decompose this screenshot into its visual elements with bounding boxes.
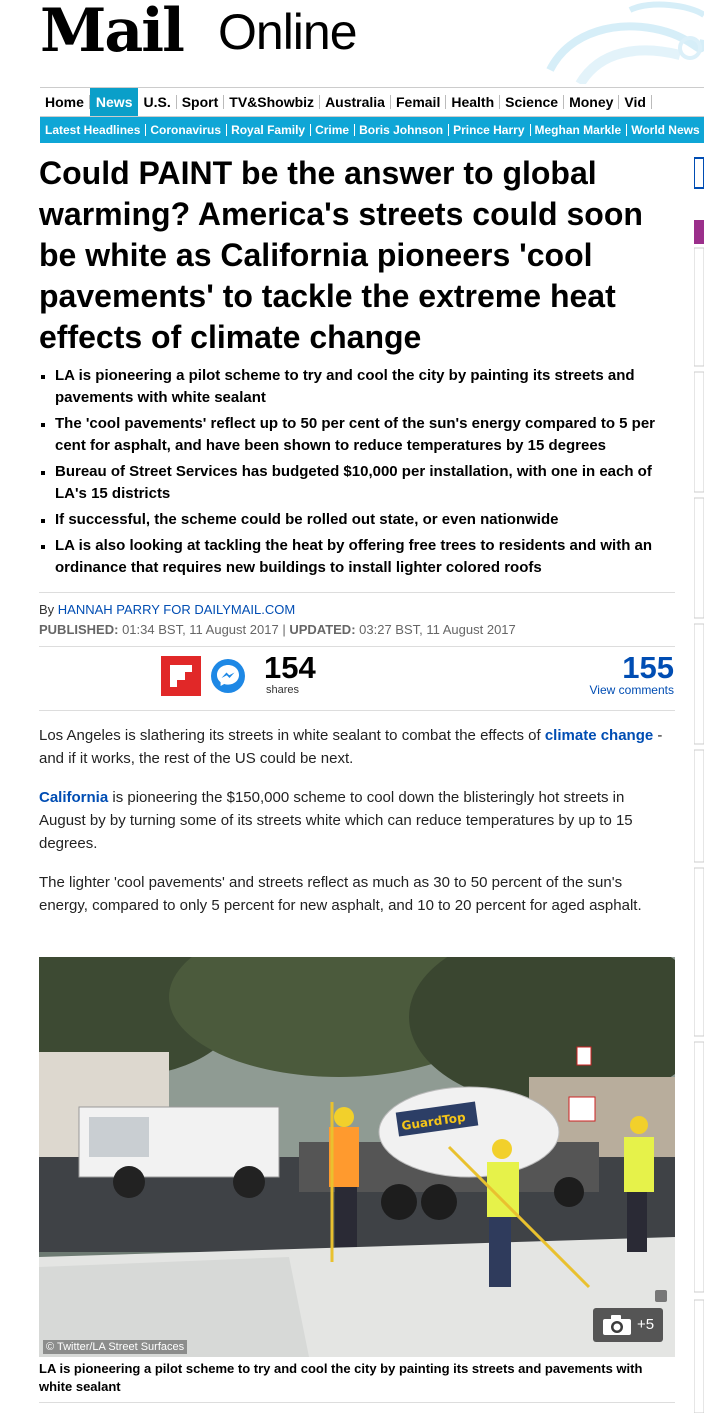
secondary-nav <box>40 117 704 143</box>
subnav-item-boris-johnson[interactable]: Boris Johnson <box>354 117 448 143</box>
shares-label: shares <box>266 684 300 696</box>
paragraph-text: - and if it works, the rest of the US could be next. <box>39 727 663 767</box>
article-paragraph <box>39 786 671 855</box>
byline-prefix: By <box>39 602 55 617</box>
nav-item-u-s-[interactable]: U.S. <box>138 95 176 109</box>
nav-item-tv-showbiz[interactable]: TV&Showbiz <box>224 95 320 109</box>
nav-item-australia[interactable]: Australia <box>320 95 391 109</box>
camera-icon <box>602 1314 632 1336</box>
messenger-share-button[interactable] <box>211 659 245 693</box>
logo-mail[interactable]: Mail <box>40 0 183 66</box>
article-summary-bullets <box>39 365 679 583</box>
nav-item-science[interactable]: Science <box>500 95 564 109</box>
nav-item-femail[interactable]: Femail <box>391 95 446 109</box>
photo-caption: LA is pioneering a pilot scheme to try and cool the city by painting its streets and pavements with white sealant <box>39 1361 643 1394</box>
published-label: PUBLISHED: <box>39 622 119 637</box>
article-paragraph <box>39 724 671 770</box>
truck-text: GuardTop <box>400 1110 467 1133</box>
california-link[interactable]: California <box>39 789 109 806</box>
byline <box>39 602 295 617</box>
paragraph-text: Los Angeles is slathering its streets in white sealant to combat the effects of <box>39 727 541 744</box>
nav-item-news[interactable]: News <box>90 88 139 116</box>
comments-count[interactable]: 155 <box>622 650 674 685</box>
decorative-swirl-graphic <box>540 0 704 84</box>
summary-bullet: LA is also looking at tackling the heat by offering free trees to residents and with an ordinance that requires new buildings to install lighter colored roofs <box>39 535 679 579</box>
primary-nav <box>40 87 704 117</box>
shares-count: 154 <box>264 650 316 685</box>
divider <box>39 1402 675 1403</box>
divider <box>39 592 675 593</box>
gallery-button[interactable] <box>593 1308 663 1342</box>
gallery-count: +5 <box>637 1316 655 1333</box>
updated-date: 03:27 BST, 11 August 2017 <box>359 622 516 637</box>
masthead <box>0 0 704 86</box>
subnav-item-coronavirus[interactable]: Coronavirus <box>145 117 226 143</box>
divider <box>39 646 675 647</box>
nav-item-sport[interactable]: Sport <box>177 95 225 109</box>
author-link[interactable]: HANNAH PARRY FOR DAILYMAIL.COM <box>57 602 296 617</box>
messenger-icon <box>211 659 245 693</box>
nav-item-home[interactable]: Home <box>40 95 90 109</box>
article-dates <box>39 622 516 637</box>
article-paragraph: The lighter 'cool pavements' and streets reflect as much as 30 to 50 percent of the sun's energy, compared to only 5 percent for new asphalt, and 10 to 20 percent for aged asphalt. <box>39 874 642 914</box>
right-rail-partial <box>694 150 704 1413</box>
nav-item-health[interactable]: Health <box>446 95 500 109</box>
subnav-item-crime[interactable]: Crime <box>310 117 354 143</box>
paragraph-text: is pioneering the $150,000 scheme to cool down the blisteringly hot streets in August by by turning some of its streets white which can reduce temperatures by up to 15 degrees. <box>39 789 633 852</box>
date-separator: | <box>282 622 286 637</box>
photo-credit: © Twitter/LA Street Surfaces <box>43 1340 187 1354</box>
summary-bullet: The 'cool pavements' reflect up to 50 per cent of the sun's energy compared to 5 per cent for asphalt, and have been shown to reduce temperatures by 15 degrees <box>39 413 679 457</box>
subnav-item-meghan-markle[interactable]: Meghan Markle <box>530 117 627 143</box>
subnav-item-prince-harry[interactable]: Prince Harry <box>448 117 529 143</box>
subnav-item-royal-family[interactable]: Royal Family <box>226 117 310 143</box>
summary-bullet: LA is pioneering a pilot scheme to try and cool the city by painting its streets and pavements with white sealant <box>39 365 679 409</box>
article-headline: Could PAINT be the answer to global warming? America's streets could soon be white as California pioneers 'cool pavements' to tackle the extreme heat effects of climate change <box>39 155 643 355</box>
summary-bullet: If successful, the scheme could be rolled out state, or even nationwide <box>39 509 679 531</box>
published-date: 01:34 BST, 11 August 2017 <box>122 622 279 637</box>
updated-label: UPDATED: <box>289 622 356 637</box>
flipboard-share-button[interactable] <box>161 656 201 696</box>
view-comments-link[interactable]: View comments <box>589 683 674 697</box>
street-workers-photo <box>39 957 675 1357</box>
flipboard-icon-block <box>177 672 185 680</box>
expand-icon[interactable] <box>655 1290 667 1302</box>
divider <box>39 710 675 711</box>
subnav-item-world-news[interactable]: World News <box>626 117 704 143</box>
summary-bullet: Bureau of Street Services has budgeted $10,000 per installation, with one in each of LA's 15 districts <box>39 461 679 505</box>
logo-online[interactable]: Online <box>218 4 357 60</box>
nav-item-money[interactable]: Money <box>564 95 619 109</box>
climate-change-link[interactable]: climate change <box>544 727 654 744</box>
nav-item-vid[interactable]: Vid <box>619 95 652 109</box>
article-photo[interactable] <box>39 957 675 1357</box>
subnav-item-latest-headlines[interactable]: Latest Headlines <box>45 123 141 137</box>
